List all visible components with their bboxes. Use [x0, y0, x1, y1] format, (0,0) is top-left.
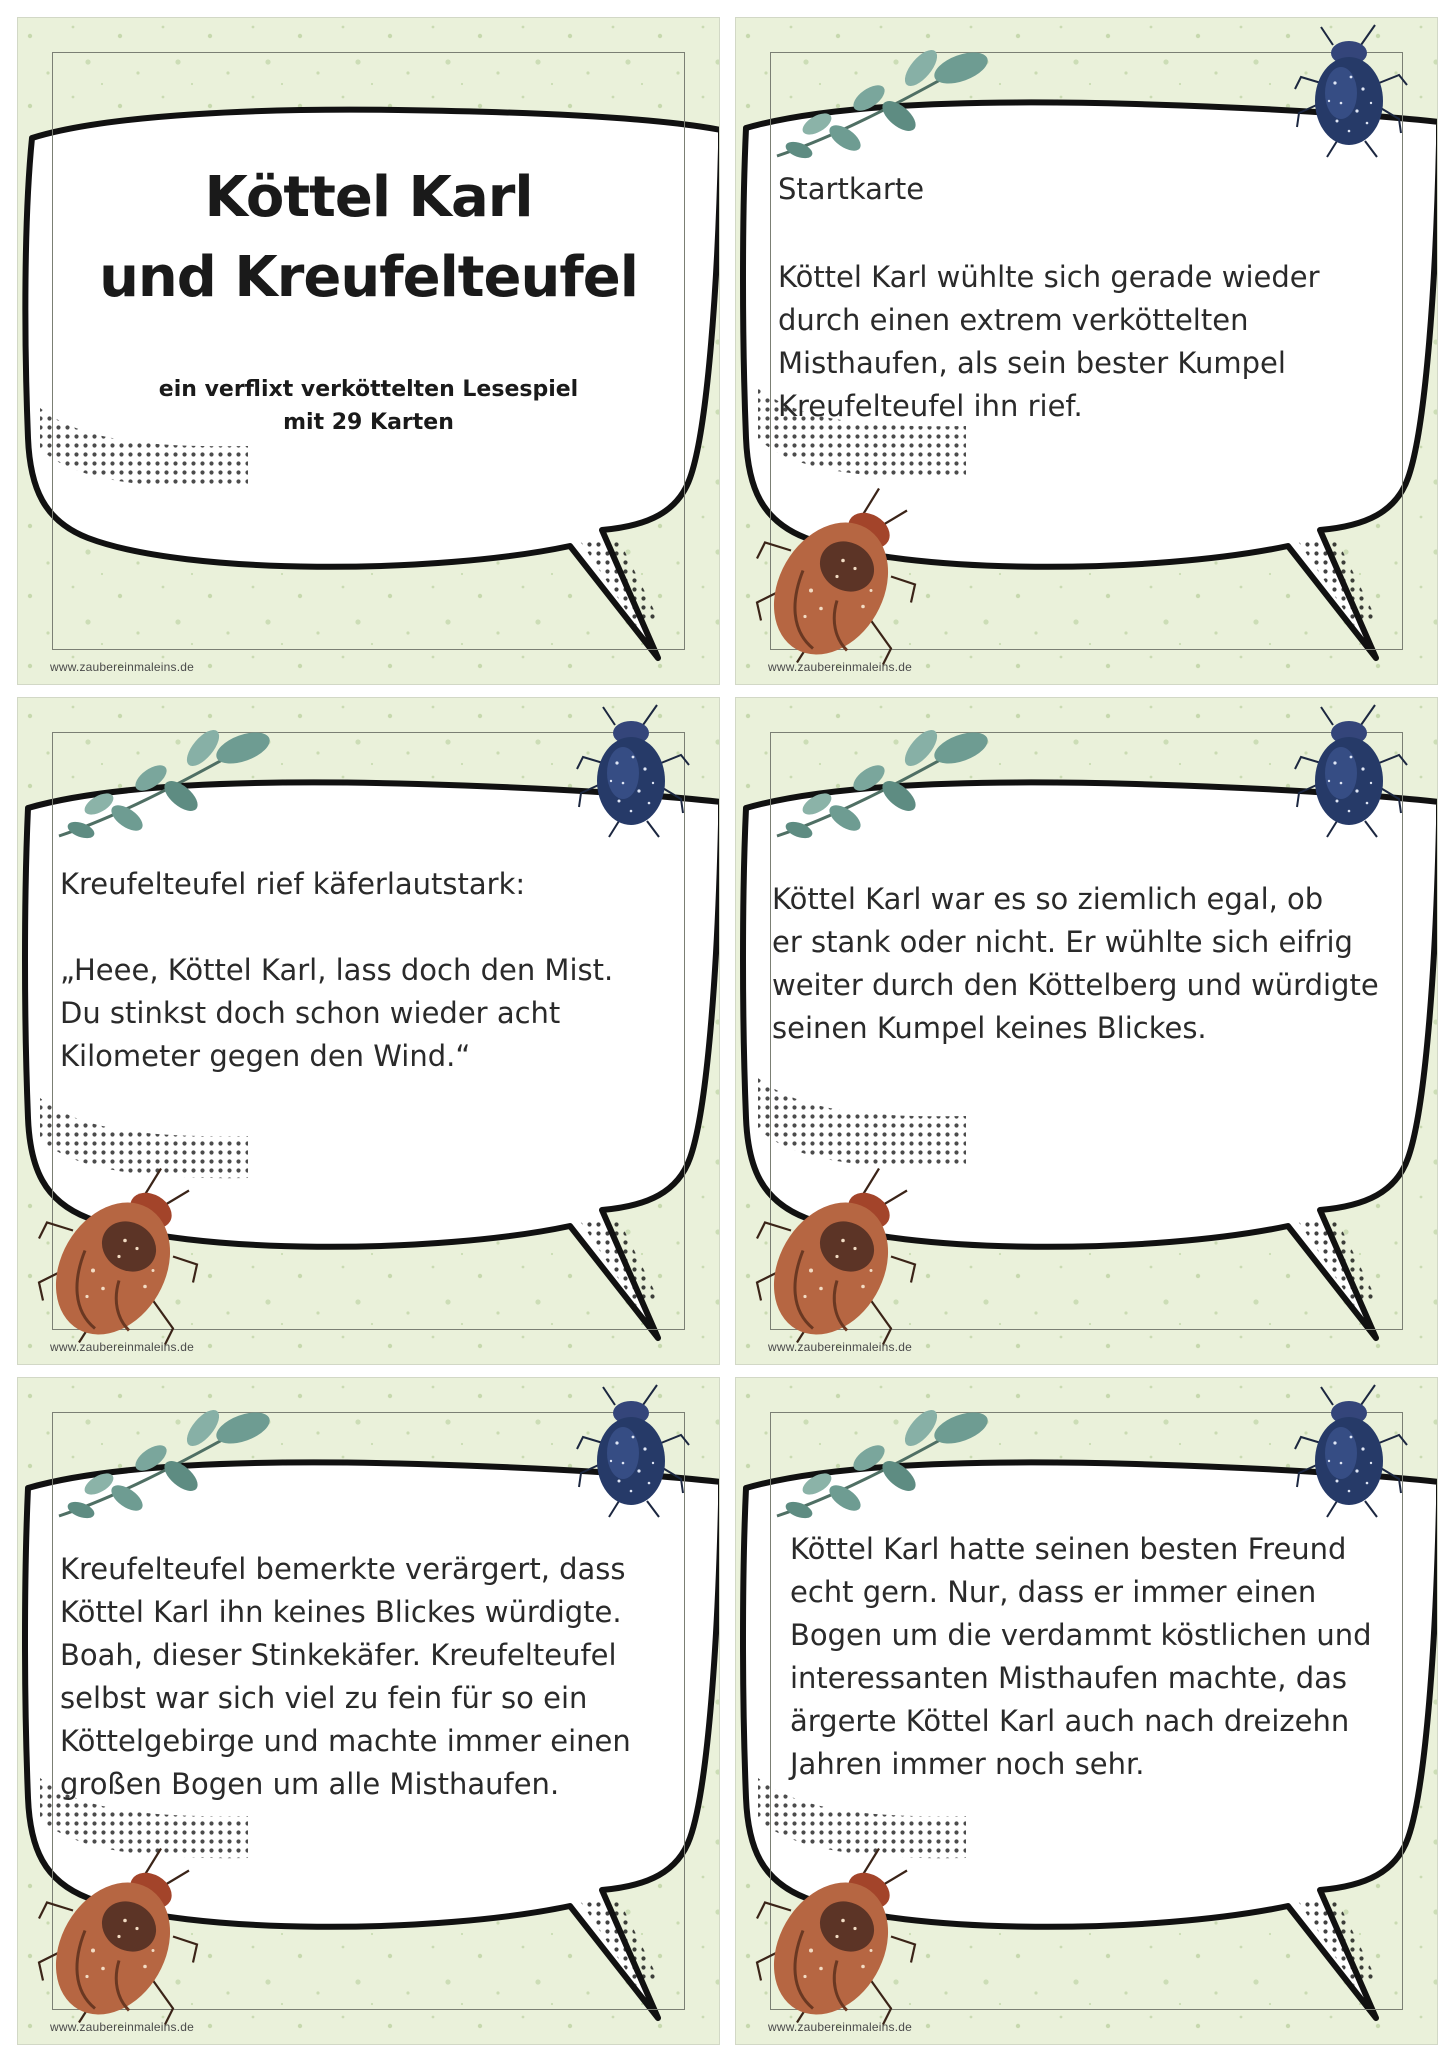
footer-url: www.zaubereinmaleins.de	[50, 2020, 195, 2034]
leaf-branch-icon	[766, 1398, 996, 1528]
leaf-branch-icon	[766, 38, 996, 168]
footer-url: www.zaubereinmaleins.de	[50, 660, 195, 674]
footer-url: www.zaubereinmaleins.de	[50, 1340, 195, 1354]
subtitle-line-2: mit 29 Karten	[283, 410, 454, 435]
brown-beetle-icon	[751, 478, 921, 673]
card-5	[17, 1377, 720, 2045]
leaf-branch-icon	[766, 718, 996, 848]
story-text: Kreufelteufel bemerkte verärgert, dass Köttel Karl ihn keines Blickes würdigte. Boah, dieser Stinkekäfer. Kreufelteufel selbst war sich viel zu fein für so ein Köttelgebirge und machte immer einen großen Bogen um alle Misthaufen.	[60, 1552, 631, 1801]
start-card-heading: Startkarte	[778, 172, 925, 206]
blue-beetle-icon	[573, 698, 693, 848]
story-text: Köttel Karl wühlte sich gerade wieder durch einen extrem verköttelten Misthaufen, als sein bester Kumpel Kreufelteufel ihn rief.	[778, 260, 1320, 423]
title-line-1: Köttel Karl	[204, 165, 533, 230]
leaf-branch-icon	[48, 718, 278, 848]
brown-beetle-icon	[33, 1158, 203, 1353]
brown-beetle-icon	[751, 1158, 921, 1353]
card-frame	[52, 52, 685, 650]
card-start	[735, 17, 1438, 685]
brown-beetle-icon	[33, 1838, 203, 2033]
subtitle-line-1: ein verflixt verköttelten Lesespiel	[158, 377, 579, 402]
story-text: Köttel Karl war es so ziemlich egal, ob er stank oder nicht. Er wühlte sich eifrig weiter durch den Köttelberg und würdigte seinen Kumpel keines Blickes.	[772, 882, 1379, 1045]
brown-beetle-icon	[751, 1838, 921, 2033]
blue-beetle-icon	[1291, 698, 1411, 848]
title-line-2: und Kreufelteufel	[99, 245, 638, 310]
story-text: Kreufelteufel rief käferlautstark: „Heee, Köttel Karl, lass doch den Mist. Du stinkst doch schon wieder acht Kilometer gegen den Wind.“	[60, 867, 614, 1073]
story-text: Köttel Karl hatte seinen besten Freund echt gern. Nur, dass er immer einen Bogen um die verdammt köstlichen und interessanten Misthaufen machte, das ärgerte Köttel Karl auch nach dreizehn Jahren immer noch sehr.	[790, 1532, 1372, 1781]
footer-url: www.zaubereinmaleins.de	[768, 1340, 913, 1354]
blue-beetle-icon	[1291, 18, 1411, 168]
footer-url: www.zaubereinmaleins.de	[768, 2020, 913, 2034]
card-3	[17, 697, 720, 1365]
card-6	[735, 1377, 1438, 2045]
card-4	[735, 697, 1438, 1365]
leaf-branch-icon	[48, 1398, 278, 1528]
blue-beetle-icon	[573, 1378, 693, 1528]
blue-beetle-icon	[1291, 1378, 1411, 1528]
card-title	[17, 17, 720, 685]
footer-url: www.zaubereinmaleins.de	[768, 660, 913, 674]
